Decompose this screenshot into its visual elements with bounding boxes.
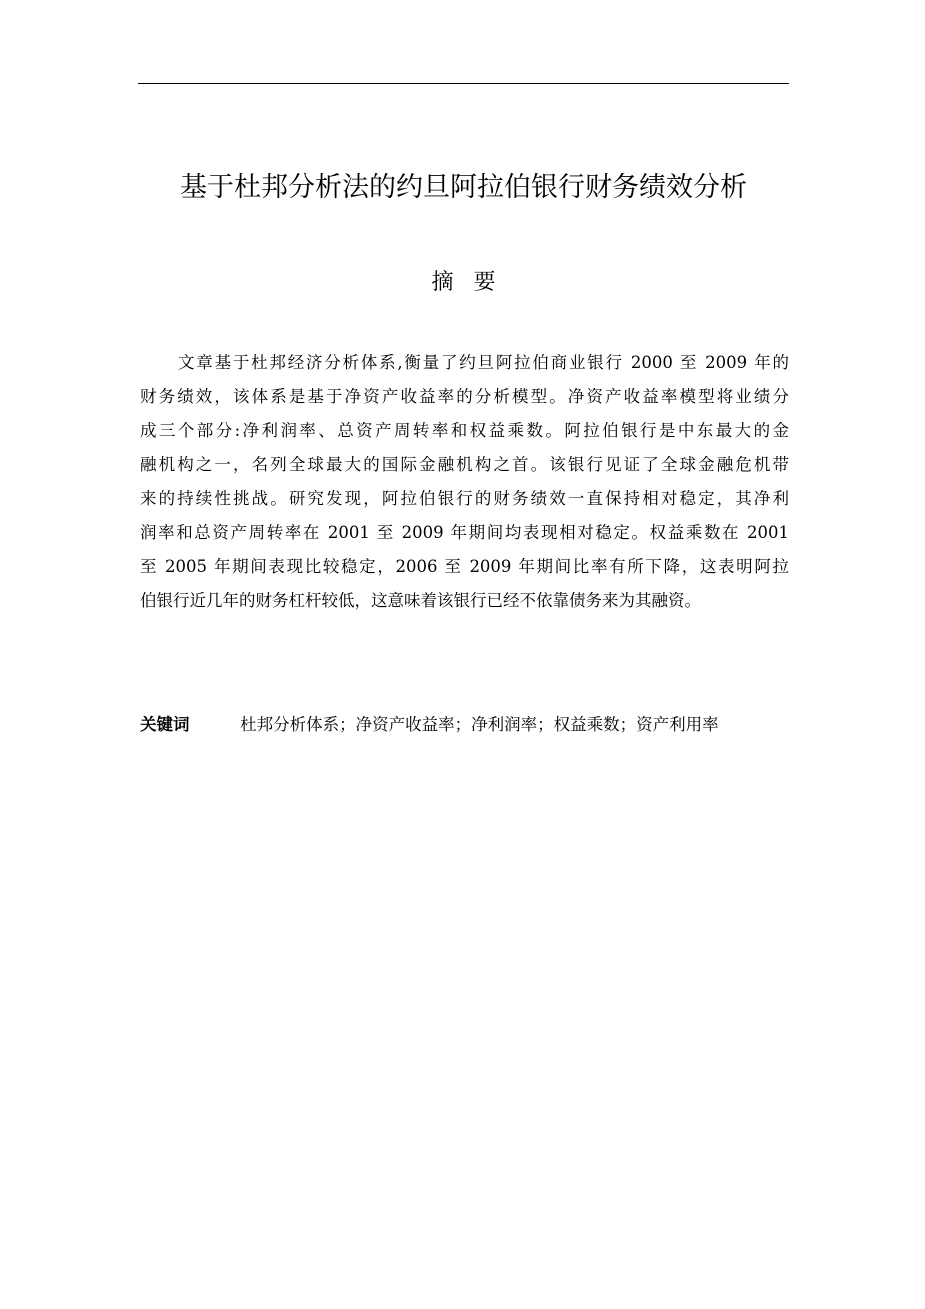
abstract-line: 财务绩效，该体系是基于净资产收益率的分析模型。净资产收益率模型将业绩分 (140, 387, 789, 406)
abstract-line: 至 2005 年期间表现比较稳定，2006 至 2009 年期间比率有所下降，这表明阿拉 (140, 557, 789, 576)
abstract-heading: 摘要 (431, 270, 516, 295)
abstract-line: 来的持续性挑战。研究发现，阿拉伯银行的财务绩效一直保持相对稳定，其净利 (140, 489, 789, 508)
abstract-line: 伯银行近几年的财务杠杆较低，这意味着该银行已经不依靠债务来为其融资。 (140, 591, 701, 610)
keywords-section (140, 708, 789, 742)
header-rule (138, 83, 789, 84)
document-title: 基于杜邦分析法的约旦阿拉伯银行财务绩效分析 (180, 172, 747, 203)
abstract-line: 成三个部分:净利润率、总资产周转率和权益乘数。阿拉伯银行是中东最大的金 (140, 421, 789, 440)
abstract-line: 融机构之一，名列全球最大的国际金融机构之首。该银行见证了全球金融危机带 (140, 455, 789, 474)
keywords-label: 关键词 (140, 715, 190, 734)
abstract-body (140, 346, 789, 618)
keywords-text: 杜邦分析体系；净资产收益率；净利润率；权益乘数；资产利用率 (240, 715, 719, 734)
abstract-line: 润率和总资产周转率在 2001 至 2009 年期间均表现相对稳定。权益乘数在 2001 (140, 523, 789, 542)
abstract-line: 文章基于杜邦经济分析体系,衡量了约旦阿拉伯商业银行 2000 至 2009 年的 (178, 353, 789, 372)
